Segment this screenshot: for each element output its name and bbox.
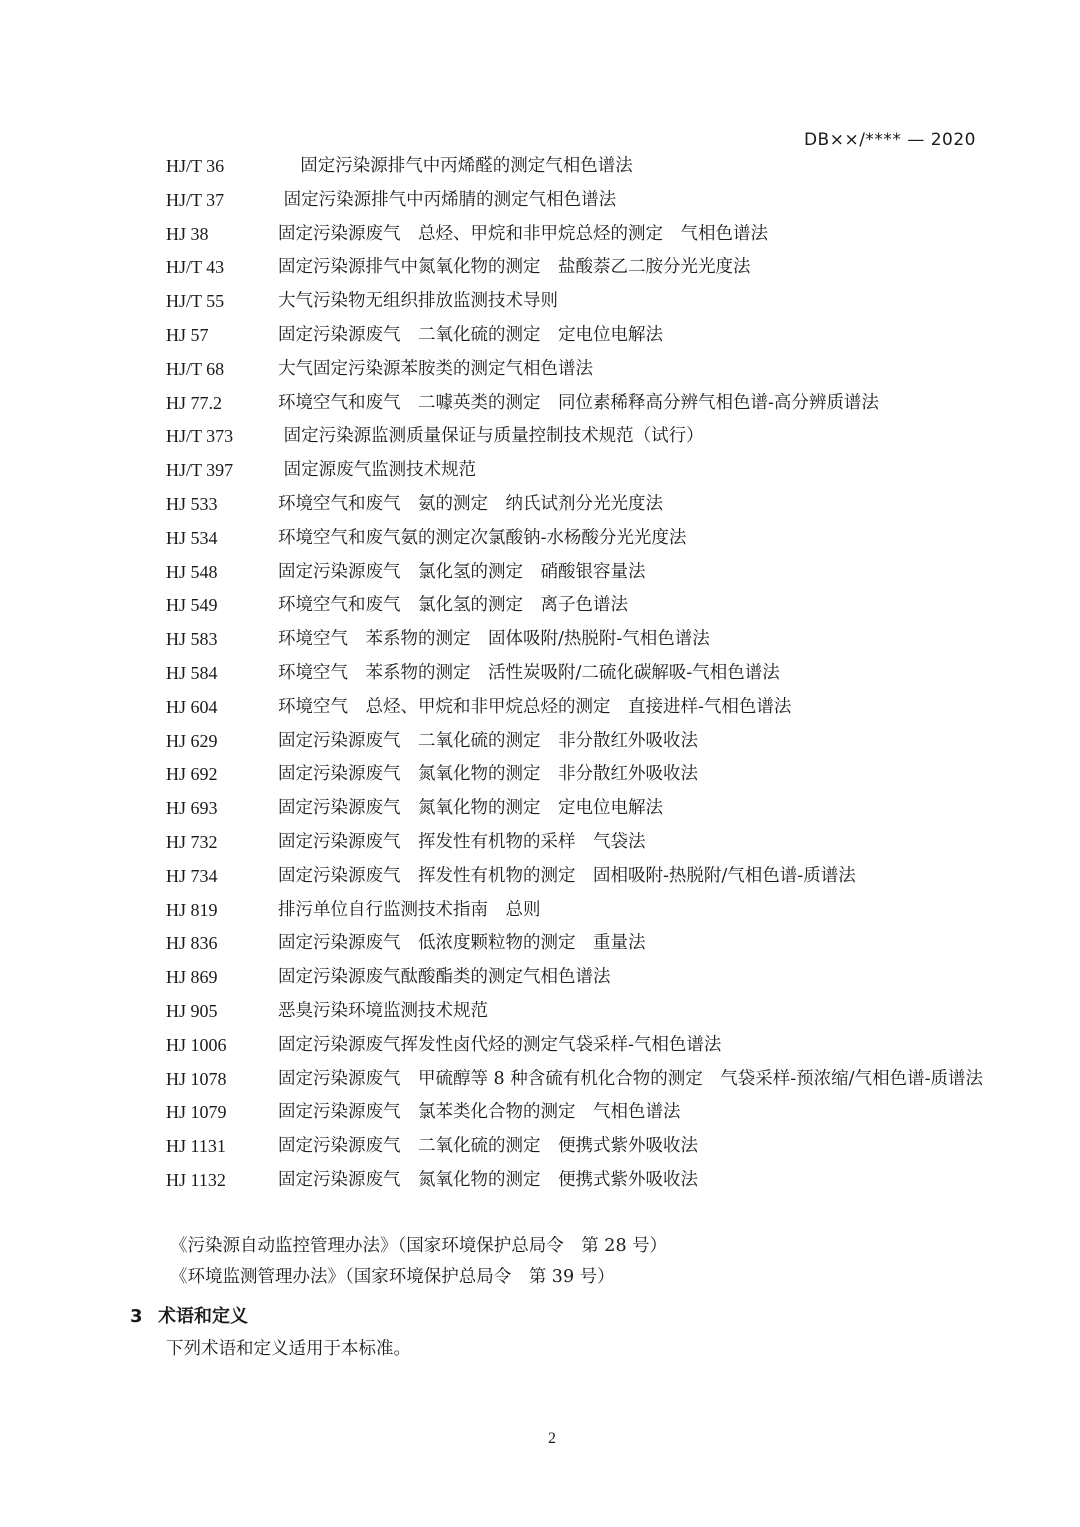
reference-item [166, 184, 996, 218]
reference-title: 固定污染源废气 二氧化硫的测定 非分散红外吸收法 [278, 730, 698, 751]
reference-code: HJ 1131 [166, 1136, 226, 1157]
section-heading [130, 1302, 248, 1332]
reference-code: HJ 819 [166, 899, 218, 920]
section-number: 3 [130, 1306, 143, 1327]
regulation-item: 《污染源自动监控管理办法》（国家环境保护总局令 第 28 号） [170, 1236, 668, 1256]
reference-code: HJ 604 [166, 696, 218, 717]
reference-code: HJ 57 [166, 324, 209, 345]
reference-title: 固定污染源废气 二氧化硫的测定 定电位电解法 [278, 324, 663, 345]
reference-title: 固定污染源废气 甲硫醇等 8 种含硫有机化合物的测定 气袋采样-预浓缩/气相色谱-质谱法 [278, 1068, 983, 1089]
reference-item [166, 420, 996, 454]
reference-item [166, 488, 996, 522]
section-body-text: 下列术语和定义适用于本标准。 [166, 1339, 411, 1359]
reference-title: 固定污染源废气 挥发性有机物的采样 气袋法 [278, 831, 646, 852]
section-title: 术语和定义 [158, 1306, 248, 1327]
reference-code: HJ/T 36 [166, 156, 225, 176]
reference-title: 固定污染源废气 氯化氢的测定 硝酸银容量法 [278, 561, 646, 582]
reference-item [166, 319, 996, 353]
reference-title: 固定污染源废气 氯苯类化合物的测定 气相色谱法 [278, 1102, 681, 1123]
reference-item [166, 454, 996, 488]
reference-code: HJ 692 [166, 764, 218, 785]
reference-title: 环境空气和废气氨的测定次氯酸钠-水杨酸分光光度法 [278, 527, 687, 548]
regulation-item: 《环境监测管理办法》（国家环境保护总局令 第 39 号） [170, 1267, 615, 1287]
reference-title: 固定污染源排气中丙烯醛的测定气相色谱法 [278, 156, 633, 176]
reference-item [166, 995, 996, 1029]
reference-title: 固定污染源废气 氮氧化物的测定 非分散红外吸收法 [278, 764, 698, 785]
reference-title: 固定污染源废气 挥发性有机物的测定 固相吸附-热脱附/气相色谱-质谱法 [278, 865, 856, 886]
reference-item [166, 623, 996, 657]
reference-title: 大气污染物无组织排放监测技术导则 [278, 291, 558, 312]
reference-code: HJ/T 43 [166, 257, 225, 278]
reference-item [166, 353, 996, 387]
reference-code: HJ 1006 [166, 1034, 227, 1055]
reference-code: HJ 38 [166, 223, 209, 244]
reference-item [166, 758, 996, 792]
reference-code: HJ 629 [166, 730, 218, 751]
reference-title: 环境空气和废气 二噱英类的测定 同位素稀释高分辨气相色谱-高分辨质谱法 [278, 392, 879, 413]
standard-code-header: DB××/**** — 2020 [803, 130, 976, 150]
reference-code: HJ 1079 [166, 1102, 227, 1123]
regulations-list [170, 1231, 667, 1293]
reference-code: HJ 869 [166, 967, 218, 988]
reference-title: 固定源废气监测技术规范 [278, 460, 477, 481]
reference-item [166, 691, 996, 725]
reference-title: 排污单位自行监测技术指南 总则 [278, 899, 541, 920]
reference-code: HJ/T 55 [166, 291, 225, 312]
reference-title: 大气固定污染源苯胺类的测定气相色谱法 [278, 358, 593, 379]
reference-item [166, 1096, 996, 1130]
reference-item [166, 860, 996, 894]
reference-code: HJ 1078 [166, 1068, 227, 1089]
reference-code: HJ 584 [166, 662, 218, 683]
reference-title: 环境空气 总烃、甲烷和非甲烷总烃的测定 直接进样-气相色谱法 [278, 696, 792, 717]
reference-code: HJ 548 [166, 561, 218, 582]
reference-item [166, 556, 996, 590]
reference-title: 固定污染源废气 总烃、甲烷和非甲烷总烃的测定 气相色谱法 [278, 223, 768, 244]
reference-item [166, 387, 996, 421]
reference-item [166, 1130, 996, 1164]
reference-item [166, 218, 996, 252]
reference-code: HJ 549 [166, 595, 218, 616]
reference-title: 固定污染源废气 氮氧化物的测定 定电位电解法 [278, 798, 663, 819]
reference-title: 环境空气和废气 氨的测定 纳氏试剂分光光度法 [278, 493, 663, 514]
reference-code: HJ 732 [166, 831, 218, 852]
reference-title: 固定污染源废气挥发性卤代烃的测定气袋采样-气相色谱法 [278, 1034, 722, 1055]
reference-item [166, 961, 996, 995]
reference-title: 固定污染源排气中丙烯腈的测定气相色谱法 [278, 189, 617, 210]
reference-item [166, 792, 996, 826]
reference-item [166, 894, 996, 928]
reference-item [166, 1164, 996, 1198]
reference-item [166, 725, 996, 759]
reference-title: 环境空气 苯系物的测定 活性炭吸附/二硫化碳解吸-气相色谱法 [278, 662, 780, 683]
reference-title: 固定污染源废气 低浓度颗粒物的测定 重量法 [278, 933, 646, 954]
reference-item [166, 657, 996, 691]
reference-item [166, 251, 996, 285]
reference-title: 固定污染源废气酞酸酯类的测定气相色谱法 [278, 967, 611, 988]
reference-title: 环境空气 苯系物的测定 固体吸附/热脱附-气相色谱法 [278, 629, 710, 650]
reference-code: HJ/T 373 [166, 426, 234, 447]
reference-code: HJ 533 [166, 493, 218, 514]
reference-item [166, 522, 996, 556]
normative-references-list [166, 150, 996, 1198]
reference-item [166, 927, 996, 961]
reference-item [166, 285, 996, 319]
reference-item [166, 826, 996, 860]
reference-title: 固定污染源废气 氮氧化物的测定 便携式紫外吸收法 [278, 1169, 698, 1190]
page-number: 2 [548, 1430, 556, 1447]
reference-item [166, 1063, 996, 1097]
reference-title: 恶臭污染环境监测技术规范 [278, 1000, 488, 1021]
reference-code: HJ 734 [166, 865, 218, 886]
reference-code: HJ/T 37 [166, 189, 225, 210]
reference-code: HJ 693 [166, 798, 218, 819]
reference-item [166, 1029, 996, 1063]
reference-code: HJ 1132 [166, 1169, 226, 1190]
reference-code: HJ 77.2 [166, 392, 223, 413]
reference-code: HJ 836 [166, 933, 218, 954]
reference-code: HJ 583 [166, 629, 218, 650]
reference-item [166, 589, 996, 623]
reference-title: 固定污染源监测质量保证与质量控制技术规范（试行） [278, 426, 704, 447]
reference-title: 环境空气和废气 氯化氢的测定 离子色谱法 [278, 595, 628, 616]
reference-code: HJ 905 [166, 1000, 218, 1021]
reference-item [166, 150, 996, 184]
reference-code: HJ/T 68 [166, 358, 225, 379]
reference-title: 固定污染源排气中氮氧化物的测定 盐酸萘乙二胺分光光度法 [278, 257, 751, 278]
reference-code: HJ/T 397 [166, 460, 234, 481]
reference-title: 固定污染源废气 二氧化硫的测定 便携式紫外吸收法 [278, 1136, 698, 1157]
reference-code: HJ 534 [166, 527, 218, 548]
